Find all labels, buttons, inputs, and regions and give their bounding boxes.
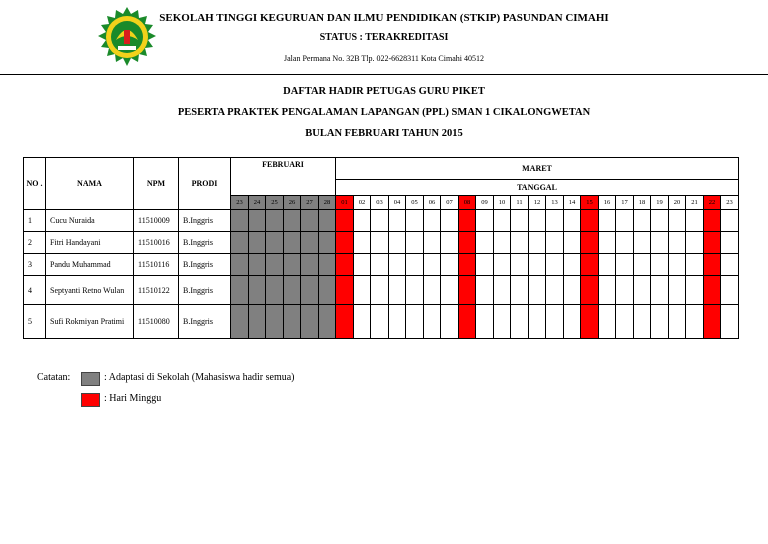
attendance-cell (284, 210, 301, 232)
attendance-cell (231, 232, 249, 254)
attendance-cell (634, 276, 651, 305)
attendance-cell (336, 232, 354, 254)
attendance-cell (476, 254, 494, 276)
table-row (24, 210, 739, 232)
attendance-cell (721, 254, 739, 276)
document-title: DAFTAR HADIR PETUGAS GURU PIKET (283, 86, 485, 97)
attendance-cell (459, 276, 476, 305)
attendance-cell (284, 254, 301, 276)
attendance-cell (634, 210, 651, 232)
cell-no: 3 (24, 254, 46, 276)
attendance-cell (686, 276, 704, 305)
cell-no: 5 (24, 305, 46, 339)
day-header-22: 16 (599, 196, 616, 210)
attendance-cell (511, 254, 529, 276)
attendance-cell (266, 210, 284, 232)
attendance-cell (616, 232, 634, 254)
attendance-cell (494, 210, 511, 232)
attendance-cell (389, 254, 406, 276)
institution-name: SEKOLAH TINGGI KEGURUAN DAN ILMU PENDIDIKAN (STKIP) PASUNDAN CIMAHI (159, 12, 609, 24)
legend-gray-swatch (81, 372, 100, 386)
day-header-3: 25 (266, 196, 284, 210)
attendance-cell (564, 254, 581, 276)
cell-no: 1 (24, 210, 46, 232)
cell-npm: 11510009 (134, 210, 179, 232)
cell-nama: Sufi Rokmiyan Pratimi (46, 305, 134, 339)
day-header-12: 06 (424, 196, 441, 210)
day-header-26: 20 (669, 196, 686, 210)
attendance-cell (599, 210, 616, 232)
cell-nama: Fitri Handayani (46, 232, 134, 254)
attendance-cell (564, 210, 581, 232)
attendance-cell (424, 305, 441, 339)
attendance-cell (389, 305, 406, 339)
attendance-cell (581, 232, 599, 254)
attendance-cell (494, 276, 511, 305)
attendance-cell (721, 210, 739, 232)
attendance-cell (249, 254, 266, 276)
attendance-cell (459, 210, 476, 232)
attendance-cell (266, 232, 284, 254)
attendance-cell (354, 254, 371, 276)
day-header-14: 08 (459, 196, 476, 210)
institution-address: Jalan Permana No. 32B Tlp. 022-6628311 Kota Cimahi 40512 (284, 54, 484, 63)
attendance-cell (441, 305, 459, 339)
day-header-21: 15 (581, 196, 599, 210)
attendance-cell (494, 232, 511, 254)
attendance-cell (546, 305, 564, 339)
cell-npm: 11510116 (134, 254, 179, 276)
attendance-cell (721, 232, 739, 254)
legend-red-label: : Hari Minggu (104, 393, 162, 404)
header-divider (0, 74, 768, 75)
attendance-cell (529, 305, 546, 339)
attendance-cell (371, 305, 389, 339)
attendance-cell (546, 210, 564, 232)
cell-nama: Septyanti Retno Wulan (46, 276, 134, 305)
attendance-cell (494, 254, 511, 276)
day-header-13: 07 (441, 196, 459, 210)
attendance-cell (424, 232, 441, 254)
attendance-cell (511, 232, 529, 254)
day-header-19: 13 (546, 196, 564, 210)
cell-prodi: B.Inggris (179, 276, 231, 305)
attendance-cell (441, 210, 459, 232)
attendance-cell (704, 232, 721, 254)
header-tanggal: TANGGAL (336, 180, 739, 196)
cell-prodi: B.Inggris (179, 210, 231, 232)
attendance-cell (669, 305, 686, 339)
attendance-cell (564, 232, 581, 254)
attendance-cell (546, 232, 564, 254)
cell-nama: Cucu Nuraida (46, 210, 134, 232)
attendance-cell (441, 232, 459, 254)
day-header-18: 12 (529, 196, 546, 210)
attendance-cell (319, 210, 336, 232)
attendance-cell (529, 210, 546, 232)
attendance-cell (406, 254, 424, 276)
attendance-cell (686, 254, 704, 276)
attendance-cell (459, 254, 476, 276)
attendance-cell (319, 254, 336, 276)
header-month-maret: MARET (336, 158, 739, 180)
attendance-cell (721, 305, 739, 339)
attendance-cell (546, 254, 564, 276)
cell-nama: Pandu Muhammad (46, 254, 134, 276)
attendance-cell (301, 305, 319, 339)
attendance-cell (424, 210, 441, 232)
attendance-cell (686, 305, 704, 339)
day-header-15: 09 (476, 196, 494, 210)
day-header-27: 21 (686, 196, 704, 210)
attendance-cell (231, 305, 249, 339)
attendance-cell (529, 254, 546, 276)
attendance-cell (616, 305, 634, 339)
document-period: BULAN FEBRUARI TAHUN 2015 (305, 128, 463, 139)
attendance-cell (424, 276, 441, 305)
attendance-cell (319, 232, 336, 254)
attendance-cell (529, 232, 546, 254)
legend-gray-label: : Adaptasi di Sekolah (Mahasiswa hadir semua) (104, 372, 295, 383)
legend-red-swatch (81, 393, 100, 407)
attendance-cell (371, 232, 389, 254)
attendance-cell (564, 305, 581, 339)
cell-prodi: B.Inggris (179, 305, 231, 339)
attendance-cell (704, 210, 721, 232)
attendance-cell (704, 276, 721, 305)
attendance-cell (249, 276, 266, 305)
day-header-24: 18 (634, 196, 651, 210)
attendance-cell (616, 254, 634, 276)
attendance-cell (336, 254, 354, 276)
attendance-cell (336, 305, 354, 339)
attendance-cell (249, 210, 266, 232)
attendance-cell (494, 305, 511, 339)
legend-catatan: Catatan: (37, 372, 71, 383)
attendance-cell (721, 276, 739, 305)
attendance-cell (284, 305, 301, 339)
attendance-cell (669, 232, 686, 254)
attendance-cell (476, 276, 494, 305)
day-header-2: 24 (249, 196, 266, 210)
header-month-februari: FEBRUARI (231, 158, 336, 196)
cell-prodi: B.Inggris (179, 232, 231, 254)
day-header-10: 04 (389, 196, 406, 210)
attendance-cell (634, 305, 651, 339)
attendance-cell (266, 276, 284, 305)
attendance-cell (704, 254, 721, 276)
attendance-cell (669, 254, 686, 276)
cell-prodi: B.Inggris (179, 254, 231, 276)
attendance-cell (406, 210, 424, 232)
cell-npm: 11510080 (134, 305, 179, 339)
attendance-cell (389, 276, 406, 305)
attendance-cell (231, 276, 249, 305)
day-header-7: 01 (336, 196, 354, 210)
attendance-cell (511, 276, 529, 305)
attendance-cell (686, 232, 704, 254)
attendance-cell (564, 276, 581, 305)
attendance-cell (459, 232, 476, 254)
attendance-cell (599, 254, 616, 276)
cell-npm: 11510016 (134, 232, 179, 254)
attendance-cell (371, 254, 389, 276)
attendance-cell (371, 210, 389, 232)
attendance-cell (319, 276, 336, 305)
attendance-cell (336, 210, 354, 232)
day-header-16: 10 (494, 196, 511, 210)
attendance-cell (511, 210, 529, 232)
attendance-cell (301, 210, 319, 232)
attendance-cell (301, 254, 319, 276)
table-row (24, 232, 739, 254)
attendance-cell (529, 276, 546, 305)
attendance-cell (231, 210, 249, 232)
attendance-cell (354, 210, 371, 232)
attendance-cell (319, 305, 336, 339)
attendance-cell (669, 276, 686, 305)
attendance-cell (406, 276, 424, 305)
document-subtitle: PESERTA PRAKTEK PENGALAMAN LAPANGAN (PPL) SMAN 1 CIKALONGWETAN (177, 107, 591, 118)
table-row (24, 254, 739, 276)
attendance-cell (231, 254, 249, 276)
attendance-cell (651, 305, 669, 339)
attendance-cell (511, 305, 529, 339)
attendance-cell (651, 210, 669, 232)
attendance-cell (634, 232, 651, 254)
day-header-8: 02 (354, 196, 371, 210)
cell-no: 4 (24, 276, 46, 305)
attendance-cell (599, 276, 616, 305)
accreditation-status: STATUS : TERAKREDITASI (319, 32, 449, 43)
attendance-cell (651, 276, 669, 305)
attendance-cell (704, 305, 721, 339)
attendance-cell (389, 210, 406, 232)
attendance-cell (354, 232, 371, 254)
attendance-cell (686, 210, 704, 232)
attendance-cell (581, 254, 599, 276)
attendance-cell (441, 276, 459, 305)
attendance-cell (581, 210, 599, 232)
attendance-cell (599, 305, 616, 339)
day-header-28: 22 (704, 196, 721, 210)
day-header-9: 03 (371, 196, 389, 210)
attendance-cell (651, 254, 669, 276)
attendance-cell (284, 276, 301, 305)
day-header-25: 19 (651, 196, 669, 210)
attendance-cell (599, 232, 616, 254)
attendance-cell (354, 276, 371, 305)
attendance-cell (441, 254, 459, 276)
attendance-table (23, 157, 739, 339)
attendance-cell (301, 232, 319, 254)
day-header-6: 28 (319, 196, 336, 210)
day-header-17: 11 (511, 196, 529, 210)
attendance-cell (406, 232, 424, 254)
attendance-cell (634, 254, 651, 276)
cell-no: 2 (24, 232, 46, 254)
day-header-20: 14 (564, 196, 581, 210)
day-header-29: 23 (721, 196, 739, 210)
header-npm: NPM (134, 158, 179, 210)
attendance-cell (459, 305, 476, 339)
attendance-cell (371, 276, 389, 305)
header-nama: NAMA (46, 158, 134, 210)
attendance-cell (336, 276, 354, 305)
attendance-cell (651, 232, 669, 254)
attendance-cell (406, 305, 424, 339)
day-header-4: 26 (284, 196, 301, 210)
day-header-1: 23 (231, 196, 249, 210)
attendance-cell (546, 276, 564, 305)
attendance-cell (476, 232, 494, 254)
table-row (24, 276, 739, 305)
header-no: NO . (24, 158, 46, 210)
table-row (24, 305, 739, 339)
attendance-cell (476, 210, 494, 232)
attendance-cell (581, 305, 599, 339)
day-header-5: 27 (301, 196, 319, 210)
attendance-cell (424, 254, 441, 276)
attendance-cell (266, 305, 284, 339)
day-header-23: 17 (616, 196, 634, 210)
attendance-cell (266, 254, 284, 276)
day-header-11: 05 (406, 196, 424, 210)
attendance-cell (301, 276, 319, 305)
attendance-cell (249, 232, 266, 254)
attendance-cell (581, 276, 599, 305)
attendance-cell (249, 305, 266, 339)
attendance-cell (476, 305, 494, 339)
cell-npm: 11510122 (134, 276, 179, 305)
attendance-cell (616, 276, 634, 305)
attendance-cell (354, 305, 371, 339)
attendance-cell (284, 232, 301, 254)
header-prodi: PRODI (179, 158, 231, 210)
attendance-cell (669, 210, 686, 232)
attendance-cell (616, 210, 634, 232)
attendance-cell (389, 232, 406, 254)
